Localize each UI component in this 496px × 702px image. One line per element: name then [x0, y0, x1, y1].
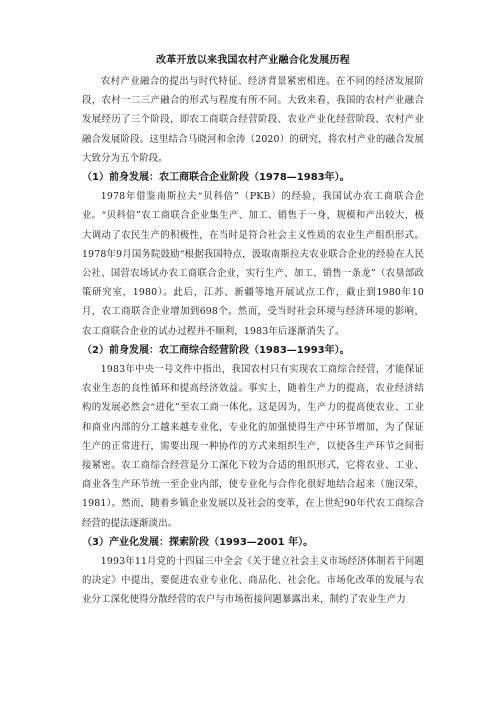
section-2-paragraph: 1983年中央一号文件中指出，我国农村只有实现农工商综合经营，才能保证农业生态的良性循环和提高经济效益。事实上，随着生产力的提高，农业经济结构的发展必然会“进化”至农工商一体化。这是因为，生产力的提高使农业、工业和商业内部的分工越来越专业化，专业化的加强使得生产中环节增加，为了保证生产的正常进行，需要出现一种协作的方式来组织生产，以使各生产环节之间衔接紧密。农工商综合经营是分工深化下较为合适的组织形式，它将农业、工业、商业各生产环节统一至企业内部，使专业化与合作化很好地结合起来（施汉荣，1981）。然而，随着乡镇企业发展以及社会的变革，在上世纪90年代农工商综合经营的提法逐渐淡出。 — [82, 364, 424, 529]
section-heading-1: （1）前身发展：农工商联合企业阶段（1978—1983年）。 — [82, 172, 350, 184]
intro-paragraph: 农村产业融合的提出与时代特征、经济背景紧密相连。在不同的经济发展阶段，农村一二三产融合的形式与程度有所不同。大致来看，我国的农村产业融合发展经历了三个阶段，即农工商联合经营阶段、农业产业化经营阶段、农村产业融合发展阶段。这里结合马晓河和余涛（2020）的研究，将农村产业的融合发展大致分为五个阶段。 — [82, 76, 424, 164]
section-3-paragraph: 1993年11月党的十四届三中全会《关于建立社会主义市场经济体制若干问题的决定》中提出，要促进农业专业化、商品化、社会化。市场化改革的发展与农业分工深化使得分散经营的农户与市场衔接问题暴露出来，制约了农业生产力 — [82, 556, 424, 606]
document-title: 改革开放以来我国农村产业融合化发展历程 — [156, 55, 350, 66]
section-heading-2: （2）前身发展：农工商综合经营阶段（1983—1993年）。 — [82, 344, 350, 356]
section-heading-3: （3）产业化发展：探索阶段（1993—2001 年）。 — [82, 536, 314, 548]
section-1-paragraph: 1978年借鉴南斯拉夫“贝科倍”（PKB）的经验，我国试办农工商联合企业。“贝科倍”农工商联合企业集生产、加工、销售于一身，规模和产出较大，极大调动了农民生产的积极性，在当时是符合社会主义性质的农业生产组织形式。1978年9月国务院鼓励“根据我国特点，汲取南斯拉夫农业联合企业的经验在人民公社、国营农场试办农工商联合企业，实行生产、加工、销售一条龙”（农垦部政策研究室，1980）。此后，江苏、新疆等地开展试点工作，截止到1980年10月，农工商联合企业增加到698个。然而，受当时社会环境与经济环境的影响，农工商联合企业的试办过程并不顺利，1983年后逐渐消失了。 — [82, 191, 424, 337]
